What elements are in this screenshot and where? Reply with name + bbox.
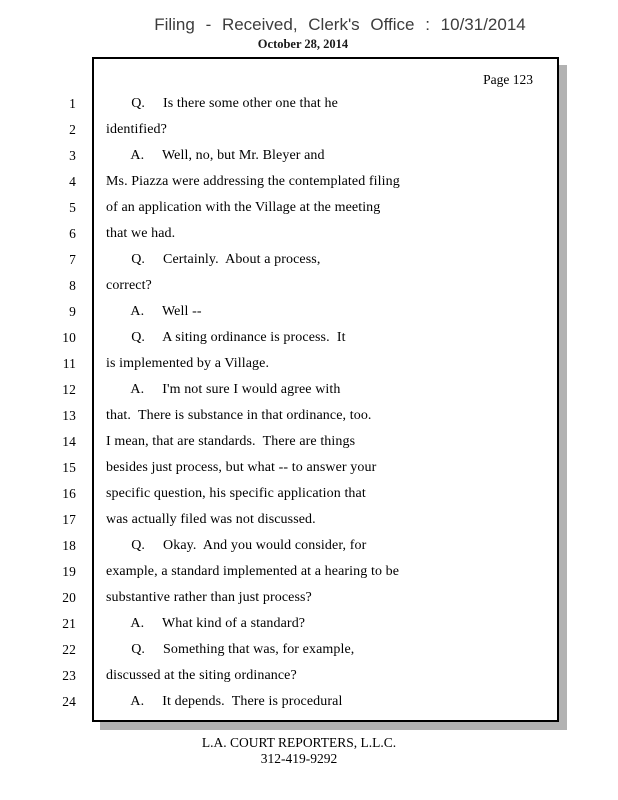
line-number: 7 (69, 252, 76, 267)
transcript-line (62, 433, 557, 459)
transcript-line-text: discussed at the siting ordinance? (106, 668, 297, 683)
line-number: 16 (62, 486, 76, 501)
line-number: 10 (62, 330, 76, 345)
transcript-line (62, 459, 557, 485)
line-number: 2 (69, 122, 76, 137)
transcript-line (69, 121, 557, 147)
transcript-line (69, 251, 557, 277)
deposition-date: October 28, 2014 (257, 37, 349, 51)
transcript-line (62, 667, 557, 693)
transcript-line (69, 173, 557, 199)
line-number: 11 (62, 356, 76, 371)
transcript-line (62, 407, 557, 433)
line-number: 23 (62, 668, 76, 683)
transcript-line (62, 329, 557, 355)
transcript-line-text: identified? (106, 122, 167, 137)
transcript-line-text: A. Well, no, but Mr. Bleyer and (106, 148, 325, 163)
page-number: Page 123 (483, 72, 533, 87)
transcript-line-text: A. It depends. There is procedural (106, 694, 343, 709)
transcript-line-text: Ms. Piazza were addressing the contemplated filing (106, 174, 400, 189)
transcript-line-text: example, a standard implemented at a hearing to be (106, 564, 400, 579)
transcript-line (69, 95, 557, 121)
transcript-line-text: of an application with the Village at the meeting (106, 200, 381, 215)
transcript-line-text: A. Well -- (106, 304, 202, 319)
line-number: 9 (69, 304, 76, 319)
line-number: 24 (62, 694, 76, 709)
transcript-line (62, 355, 557, 381)
line-number: 21 (62, 616, 76, 631)
transcript-line-text: is implemented by a Village. (106, 356, 270, 371)
transcript-line-text: A. What kind of a standard? (106, 616, 306, 631)
line-number: 12 (62, 382, 76, 397)
line-number: 13 (62, 408, 76, 423)
transcript-line-text: substantive rather than just process? (106, 590, 312, 605)
transcript-line (62, 485, 557, 511)
line-number: 5 (69, 200, 76, 215)
transcript-line (62, 615, 557, 641)
transcript-line-text: was actually filed was not discussed. (106, 512, 316, 527)
line-number: 20 (62, 590, 76, 605)
line-number: 8 (69, 278, 76, 293)
transcript-line (62, 589, 557, 615)
transcript-line (69, 277, 557, 303)
transcript-line-text: I mean, that are standards. There are things (106, 434, 356, 449)
line-number: 18 (62, 538, 76, 553)
transcript-line (69, 225, 557, 251)
transcript-line-text: A. I'm not sure I would agree with (106, 382, 341, 397)
line-number: 1 (69, 96, 76, 111)
reporter-company-name: L.A. COURT REPORTERS, L.L.C. (201, 735, 397, 750)
transcript-line (69, 199, 557, 225)
line-number: 14 (62, 434, 76, 449)
line-number: 15 (62, 460, 76, 475)
transcript-line-text: Q. Okay. And you would consider, for (106, 538, 367, 553)
transcript-line-text: besides just process, but what -- to answer your (106, 460, 377, 475)
reporter-footer (0, 735, 608, 766)
transcript-line (62, 537, 557, 563)
transcript-line (62, 563, 557, 589)
line-number: 3 (69, 148, 76, 163)
line-number: 17 (62, 512, 76, 527)
transcript-line-text: Q. Something that was, for example, (106, 642, 355, 657)
transcript-line (69, 303, 557, 329)
transcript-line-text: Q. Is there some other one that he (106, 96, 338, 111)
line-number: 19 (62, 564, 76, 579)
transcript-line (62, 641, 557, 667)
reporter-phone-number: 312-419-9292 (260, 751, 338, 766)
transcript-line-text: that. There is substance in that ordinance, too. (106, 408, 372, 423)
transcript-line (62, 381, 557, 407)
transcript-box (62, 57, 559, 722)
transcript-line-text: that we had. (106, 226, 176, 241)
transcript-line (69, 147, 557, 173)
line-number: 6 (69, 226, 76, 241)
transcript-line-text: specific question, his specific application that (106, 486, 366, 501)
transcript-line-text: Q. A siting ordinance is process. It (106, 330, 346, 345)
transcript-line (62, 511, 557, 537)
transcript-line-text: Q. Certainly. About a process, (106, 252, 321, 267)
transcript-line-text: correct? (106, 278, 152, 293)
line-number: 22 (62, 642, 76, 657)
filing-header-title: Filing - Received, Clerk's Office : 10/31/2014 (154, 15, 526, 34)
transcript-line (62, 693, 557, 719)
line-number: 4 (69, 174, 76, 189)
